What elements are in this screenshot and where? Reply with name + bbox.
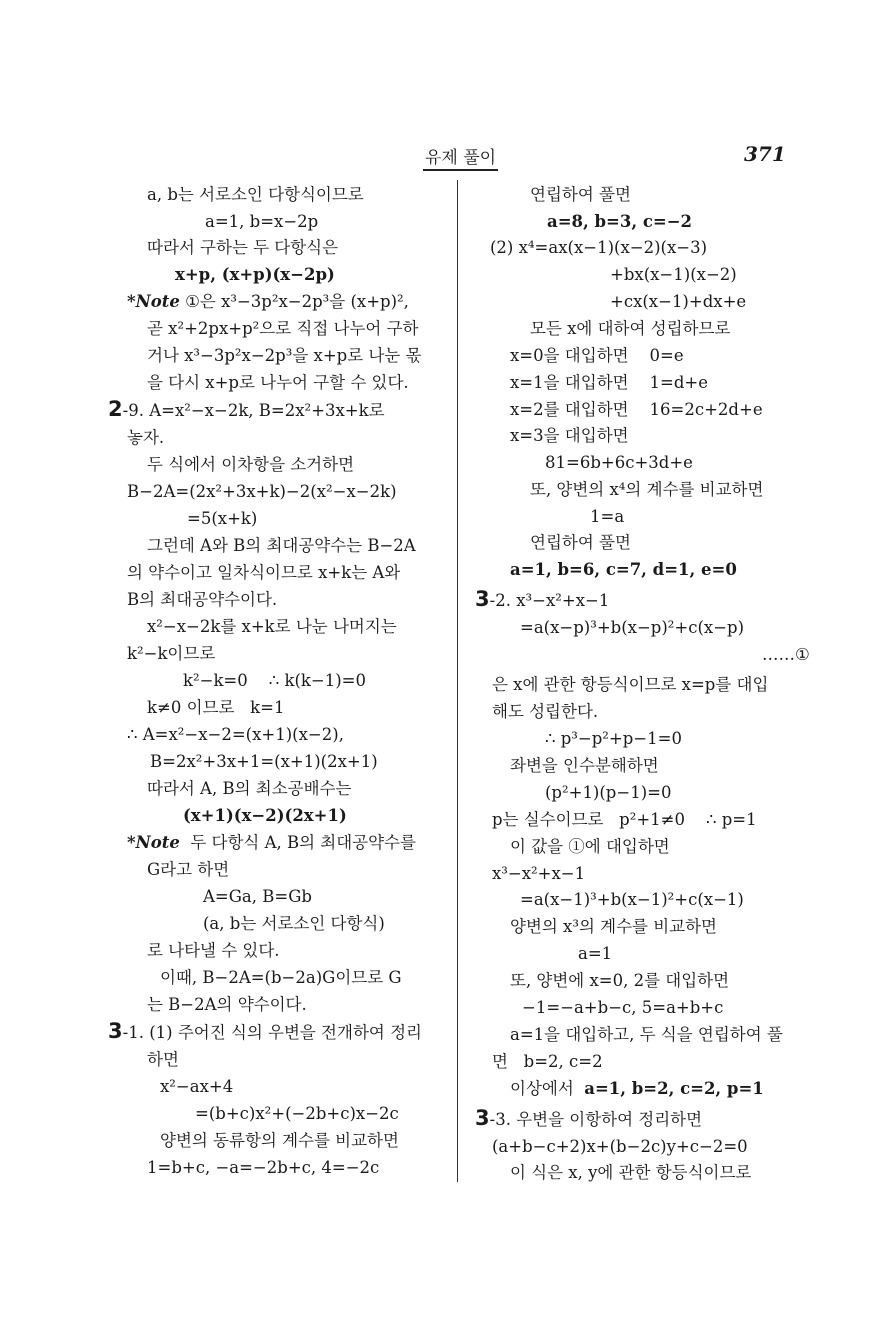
line-text: x=2를 대입하면 16=2c+2d+e: [510, 400, 763, 419]
text-line: [547, 212, 692, 232]
text-line: [492, 810, 757, 830]
line-text: 이 식은 x, y에 관한 항등식이므로: [510, 1163, 752, 1182]
text-line: [127, 725, 344, 745]
line-text: 우변을 이항하여 정리하면: [510, 1110, 703, 1129]
text-line: [492, 702, 598, 722]
line-text: k≠0 이므로 k=1: [147, 698, 285, 717]
problem-line: [108, 399, 385, 421]
text-line: [520, 618, 744, 638]
text-line: [127, 590, 277, 610]
line-text: ∴ A=x²−x−2=(x+1)(x−2),: [127, 725, 344, 744]
text-line: [147, 373, 409, 393]
text-line: [203, 887, 312, 907]
line-text: x=1을 대입하면 1=d+e: [510, 373, 709, 392]
line-text: 두 다항식 A, B의 최대공약수를: [179, 833, 416, 852]
text-line: [187, 509, 257, 529]
note-label: *Note: [127, 833, 180, 852]
line-text: 이상에서: [510, 1079, 585, 1098]
line-text: G라고 하면: [147, 860, 230, 879]
text-line: [510, 1079, 764, 1099]
text-line: [147, 536, 416, 556]
text-line: [160, 1077, 233, 1097]
problem-line: [475, 589, 609, 611]
line-text: 하면: [147, 1050, 179, 1069]
line-text: a=1을 대입하고, 두 식을 연립하여 풀: [510, 1025, 783, 1044]
text-line: [160, 968, 402, 988]
line-text: B=2x²+3x+1=(x+1)(2x+1): [150, 752, 378, 771]
text-line: [762, 645, 810, 665]
line-text: ①은 x³−3p²x−2p³을 (x+p)²,: [179, 292, 409, 311]
text-line: [127, 428, 164, 448]
text-line: [195, 1104, 399, 1124]
line-text: 좌변을 인수분해하면: [510, 756, 659, 775]
text-line: [205, 212, 318, 232]
text-line: [590, 507, 624, 527]
text-line: [510, 917, 717, 937]
text-line: [147, 698, 284, 718]
line-text: x²−x−2k를 x+k로 나눈 나머지는: [147, 617, 397, 636]
line-text: (a+b−c+2)x+(b−2c)y+c−2=0: [492, 1137, 748, 1156]
line-text: B−2A=(2x²+3x+k)−2(x²−x−2k): [127, 482, 397, 501]
text-line: [175, 265, 335, 285]
problem-suffix: -3.: [489, 1110, 511, 1129]
line-text: 는 B−2A의 약수이다.: [147, 995, 307, 1014]
line-text: ……①: [762, 645, 810, 664]
text-line: [520, 890, 744, 910]
text-line: [530, 319, 730, 339]
line-text: a=1, b=6, c=7, d=1, e=0: [510, 560, 737, 579]
problem-number: 3: [475, 1106, 490, 1130]
line-text: a=1, b=x−2p: [205, 212, 319, 231]
text-line: [127, 644, 215, 664]
text-line: [510, 373, 708, 393]
problem-suffix: -9.: [122, 401, 144, 420]
line-text: +cx(x−1)+dx+e: [610, 292, 747, 311]
line-text: 이때, B−2A=(b−2a)G이므로 G: [160, 968, 402, 987]
line-text: (x+1)(x−2)(2x+1): [183, 806, 347, 825]
text-line: [530, 533, 631, 553]
text-line: [203, 914, 385, 934]
line-text: =a(x−p)³+b(x−p)²+c(x−p): [520, 618, 745, 637]
line-text: 또, 양변의 x⁴의 계수를 비교하면: [530, 480, 764, 499]
text-line: [510, 426, 629, 446]
text-line: [522, 998, 723, 1018]
line-text: 이 값을 ①에 대입하면: [510, 837, 670, 856]
line-text: A=x²−x−2k, B=2x²+3x+k로: [143, 401, 385, 420]
line-text: 연립하여 풀면: [530, 185, 631, 204]
problem-suffix: -2.: [489, 591, 511, 610]
line-text: ∴ p³−p²+p−1=0: [545, 729, 682, 748]
text-line: [147, 941, 280, 961]
line-text: 1=b+c, −a=−2b+c, 4=−2c: [147, 1158, 380, 1177]
problem-line: [475, 1108, 702, 1130]
text-line: [530, 185, 631, 205]
line-text: x²−ax+4: [160, 1077, 234, 1096]
note-label: *Note: [127, 292, 180, 311]
text-line: [578, 944, 612, 964]
problem-suffix: -1.: [122, 1023, 144, 1042]
text-line: [510, 837, 670, 857]
line-text: 따라서 A, B의 최소공배수는: [147, 779, 352, 798]
text-line: [510, 971, 729, 991]
problem-line: [108, 1021, 422, 1043]
line-text: −1=−a+b−c, 5=a+b+c: [522, 998, 724, 1017]
text-line: [610, 292, 746, 312]
line-text: A=Ga, B=Gb: [203, 887, 312, 906]
line-text: 곧 x²+2px+p²으로 직접 나누어 구하: [147, 319, 419, 338]
text-line: [147, 185, 364, 205]
text-line: [147, 346, 421, 366]
line-text: a=8, b=3, c=−2: [547, 212, 692, 231]
line-text: 두 식에서 이차항을 소거하면: [147, 455, 355, 474]
line-text: x=3을 대입하면: [510, 426, 629, 445]
line-text: x=0을 대입하면 0=e: [510, 346, 684, 365]
text-line: [127, 833, 416, 853]
text-line: [147, 860, 229, 880]
text-line: [150, 752, 378, 772]
text-line: [183, 671, 366, 691]
text-line: [510, 346, 684, 366]
line-text: =5(x+k): [187, 509, 258, 528]
text-line: [545, 783, 671, 803]
line-text: 모든 x에 대하여 성립하므로: [530, 319, 731, 338]
line-text: 은 x에 관한 항등식이므로 x=p를 대입: [492, 675, 769, 694]
text-line: [510, 1163, 751, 1183]
line-text: =a(x−1)³+b(x−1)²+c(x−1): [520, 890, 744, 909]
line-text: +bx(x−1)(x−2): [610, 265, 737, 284]
text-line: [147, 319, 418, 339]
text-line: [127, 482, 397, 502]
line-text: a=1: [578, 944, 613, 963]
text-line: [183, 806, 347, 826]
text-line: [510, 756, 659, 776]
problem-number: 3: [108, 1019, 123, 1043]
text-line: [160, 1131, 399, 1151]
line-text: 해도 성립한다.: [492, 702, 599, 721]
column-divider: [457, 180, 458, 1182]
text-line: [147, 779, 351, 799]
section-title: 유제 풀이: [423, 143, 498, 171]
text-line: [147, 238, 338, 258]
line-text: 양변의 x³의 계수를 비교하면: [510, 917, 717, 936]
line-text: 놓자.: [127, 428, 165, 447]
line-text: 의 약수이고 일차식이므로 x+k는 A와: [127, 563, 401, 582]
line-text: k²−k=0 ∴ k(k−1)=0: [183, 671, 366, 690]
text-line: [490, 238, 707, 258]
line-text: 을 다시 x+p로 나누어 구할 수 있다.: [147, 373, 409, 392]
line-text: 81=6b+6c+3d+e: [545, 453, 693, 472]
text-line: [147, 1050, 179, 1070]
line-text: x³−x²+x−1: [492, 864, 586, 883]
text-line: [492, 1052, 603, 1072]
line-text: (2) x⁴=ax(x−1)(x−2)(x−3): [490, 238, 708, 257]
text-line: [510, 400, 763, 420]
text-line: [610, 265, 737, 285]
line-text: x³−x²+x−1: [510, 591, 610, 610]
line-text: (a, b는 서로소인 다항식): [203, 914, 385, 933]
text-line: [127, 292, 409, 312]
line-text: k²−k이므로: [127, 644, 216, 663]
line-text: p는 실수이므로 p²+1≠0 ∴ p=1: [492, 810, 757, 829]
line-text: 그런데 A와 B의 최대공약수는 B−2A: [147, 536, 416, 555]
text-line: [127, 563, 400, 583]
line-text: 로 나타낼 수 있다.: [147, 941, 280, 960]
text-line: [492, 1137, 748, 1157]
line-text: 또, 양변에 x=0, 2를 대입하면: [510, 971, 730, 990]
line-text: a, b는 서로소인 다항식이므로: [147, 185, 364, 204]
line-text: 1=a: [590, 507, 625, 526]
line-text: (p²+1)(p−1)=0: [545, 783, 672, 802]
text-line: [510, 560, 737, 580]
line-text: 거나 x³−3p²x−2p³을 x+p로 나눈 몫: [147, 346, 422, 365]
problem-number: 3: [475, 587, 490, 611]
line-text: x+p, (x+p)(x−2p): [175, 265, 335, 284]
text-line: [147, 1158, 379, 1178]
line-text: 면 b=2, c=2: [492, 1052, 603, 1071]
text-line: [492, 864, 585, 884]
line-text: 양변의 동류항의 계수를 비교하면: [160, 1131, 399, 1150]
final-answer: a=1, b=2, c=2, p=1: [584, 1079, 764, 1098]
text-line: [530, 480, 763, 500]
text-line: [545, 453, 693, 473]
text-line: [510, 1025, 783, 1045]
problem-number: 2: [108, 397, 123, 421]
line-text: 따라서 구하는 두 다항식은: [147, 238, 339, 257]
text-line: [147, 455, 354, 475]
line-text: 연립하여 풀면: [530, 533, 631, 552]
text-line: [545, 729, 682, 749]
text-line: [492, 675, 768, 695]
text-line: [147, 617, 397, 637]
line-text: =(b+c)x²+(−2b+c)x−2c: [195, 1104, 399, 1123]
line-text: (1) 주어진 식의 우변을 전개하여 정리: [143, 1023, 422, 1042]
line-text: B의 최대공약수이다.: [127, 590, 278, 609]
page-number: 371: [744, 142, 786, 166]
text-line: [147, 995, 307, 1015]
